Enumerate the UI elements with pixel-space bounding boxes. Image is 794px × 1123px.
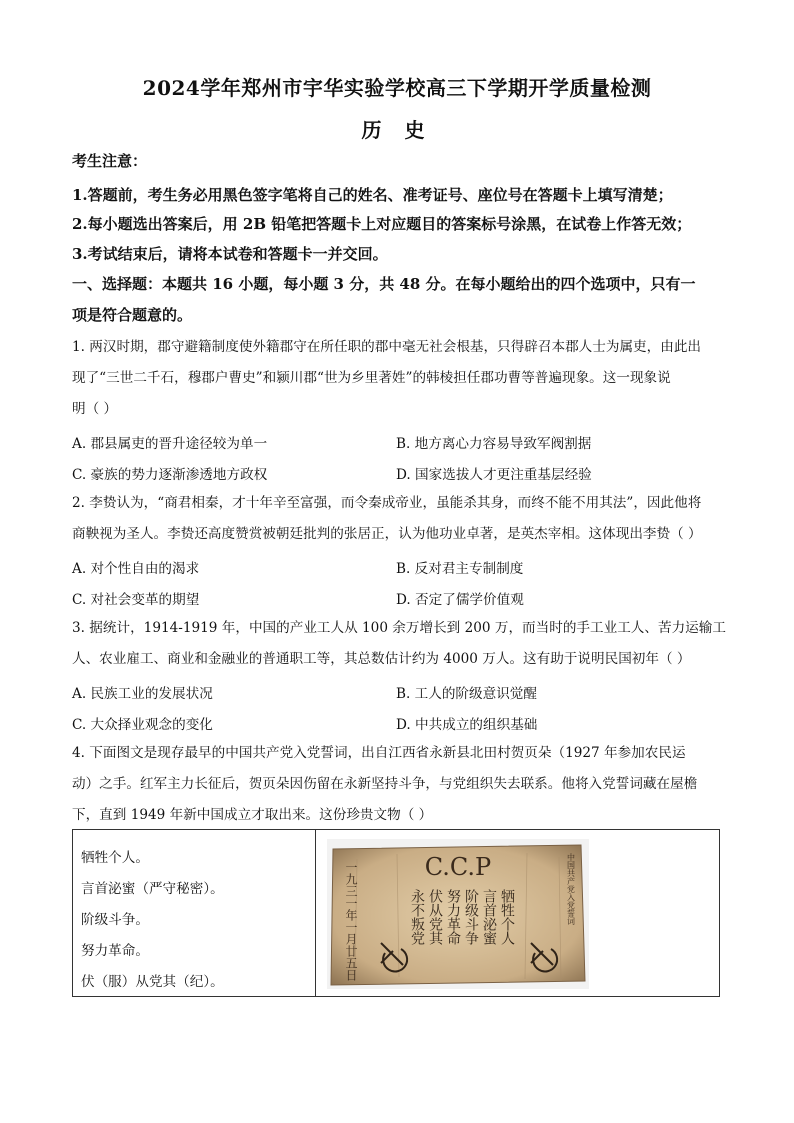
notice-item-2: 2.每小题选出答案后，用 2B 铅笔把答题卡上对应题目的答案标号涂黑，在试卷上作答无效； — [72, 215, 692, 233]
notice-item-3: 3.考试结束后，请将本试卷和答题卡一并交回。 — [72, 245, 388, 263]
question-2-option-d: D. 否定了儒学价值观 — [396, 592, 524, 608]
exam-title: 2024学年郑州市宇华实验学校高三下学期开学质量检测 — [142, 76, 652, 100]
question-2-line-2: 商鞅视为圣人。李贽还高度赞赏被朝廷批判的张居正，认为他功业卓著，是英杰宰相。这体现出李贽（ ） — [72, 526, 702, 542]
question-2-option-c: C. 对社会变革的期望 — [72, 592, 200, 608]
question-1-line-3: 明（ ） — [72, 401, 118, 417]
question-2-option-a: A. 对个性自由的渴求 — [72, 561, 200, 577]
oath-table — [72, 829, 720, 997]
table-divider — [315, 830, 316, 996]
photo-left-date: 一九三一年一月廿五日 — [344, 861, 358, 981]
question-3-option-a: A. 民族工业的发展状况 — [72, 686, 213, 702]
oath-line-4: 努力革命。 — [81, 943, 149, 959]
question-2-option-b: B. 反对君主专制制度 — [396, 561, 524, 577]
notice-heading: 考生注意： — [72, 152, 148, 170]
question-1-option-a: A. 郡县属吏的晋升途径较为单一 — [72, 436, 268, 452]
photo-column-1: 牺牲个人 — [499, 889, 515, 945]
photo-column-4: 努力革命 — [445, 889, 461, 945]
photo-column-5: 伏从党其 — [427, 889, 443, 945]
question-1-option-c: C. 豪族的势力逐渐渗透地方政权 — [72, 467, 268, 483]
question-1-option-b: B. 地方离心力容易导致军阀割据 — [396, 436, 592, 452]
question-4-line-3: 下，直到 1949 年新中国成立才取出来。这份珍贵文物（ ） — [72, 807, 433, 823]
oath-document-photo — [327, 839, 589, 989]
question-3-option-b: B. 工人的阶级意识觉醒 — [396, 686, 537, 702]
question-4-line-1: 4. 下面图文是现存最早的中国共产党入党誓词，出自江西省永新县北田村贺页朵（1927 年参加农民运 — [72, 745, 686, 761]
question-1-line-2: 现了“三世二千石，穆郡户曹史”和颍川郡“世为乡里著姓”的韩棱担任郡功曹等普遍现象。这一现象说 — [72, 370, 671, 386]
section-heading-line-1: 一、选择题：本题共 16 小题，每小题 3 分，共 48 分。在每小题给出的四个选项中，只有一 — [72, 275, 696, 293]
oath-line-5: 伏（服）从党其（纪）。 — [81, 974, 224, 990]
question-1-option-d: D. 国家选拔人才更注重基层经验 — [396, 467, 592, 483]
photo-column-2: 言首泌蜜 — [481, 889, 497, 945]
question-4-line-2: 动）之手。红军主力长征后，贺页朵因伤留在永新坚持斗争，与党组织失去联系。他将入党誓词藏在屋檐 — [72, 776, 698, 792]
question-3-line-1: 3. 据统计，1914-1919 年，中国的产业工人从 100 余万增长到 200 万，而当时的手工业工人、苦力运输工 — [72, 620, 726, 636]
photo-header: C.C.P — [424, 853, 492, 881]
question-2-line-1: 2. 李贽认为，“商君相秦，才十年辛至富强，而令秦成帝业，虽能杀其身，而终不能不用其法”，因此他将 — [72, 495, 702, 511]
section-heading-line-2: 项是符合题意的。 — [72, 306, 193, 324]
photo-column-6: 永不叛党 — [409, 889, 425, 945]
question-1-line-1: 1. 两汉时期，郡守避籍制度使外籍郡守在所任职的郡中毫无社会根基，只得辟召本郡人士为属吏，由此出 — [72, 339, 702, 355]
question-3-line-2: 人、农业雇工、商业和金融业的普通职工等，其总数估计约为 4000 万人。这有助于说明民国初年（ ） — [72, 651, 691, 667]
question-3-option-d: D. 中共成立的组织基础 — [396, 717, 538, 733]
notice-item-1: 1.答题前，考生务必用黑色签字笔将自己的姓名、准考证号、座位号在答题卡上填写清楚； — [72, 186, 673, 204]
photo-right-note: 中国共产党入党誓词 — [566, 853, 576, 925]
subject-title: 历 史 — [361, 118, 433, 142]
oath-line-1: 牺牲个人。 — [81, 850, 149, 866]
photo-column-3: 阶级斗争 — [463, 889, 479, 945]
oath-line-2: 言首泌蜜（严守秘密）。 — [81, 881, 224, 897]
oath-line-3: 阶级斗争。 — [81, 912, 149, 928]
question-3-option-c: C. 大众择业观念的变化 — [72, 717, 213, 733]
